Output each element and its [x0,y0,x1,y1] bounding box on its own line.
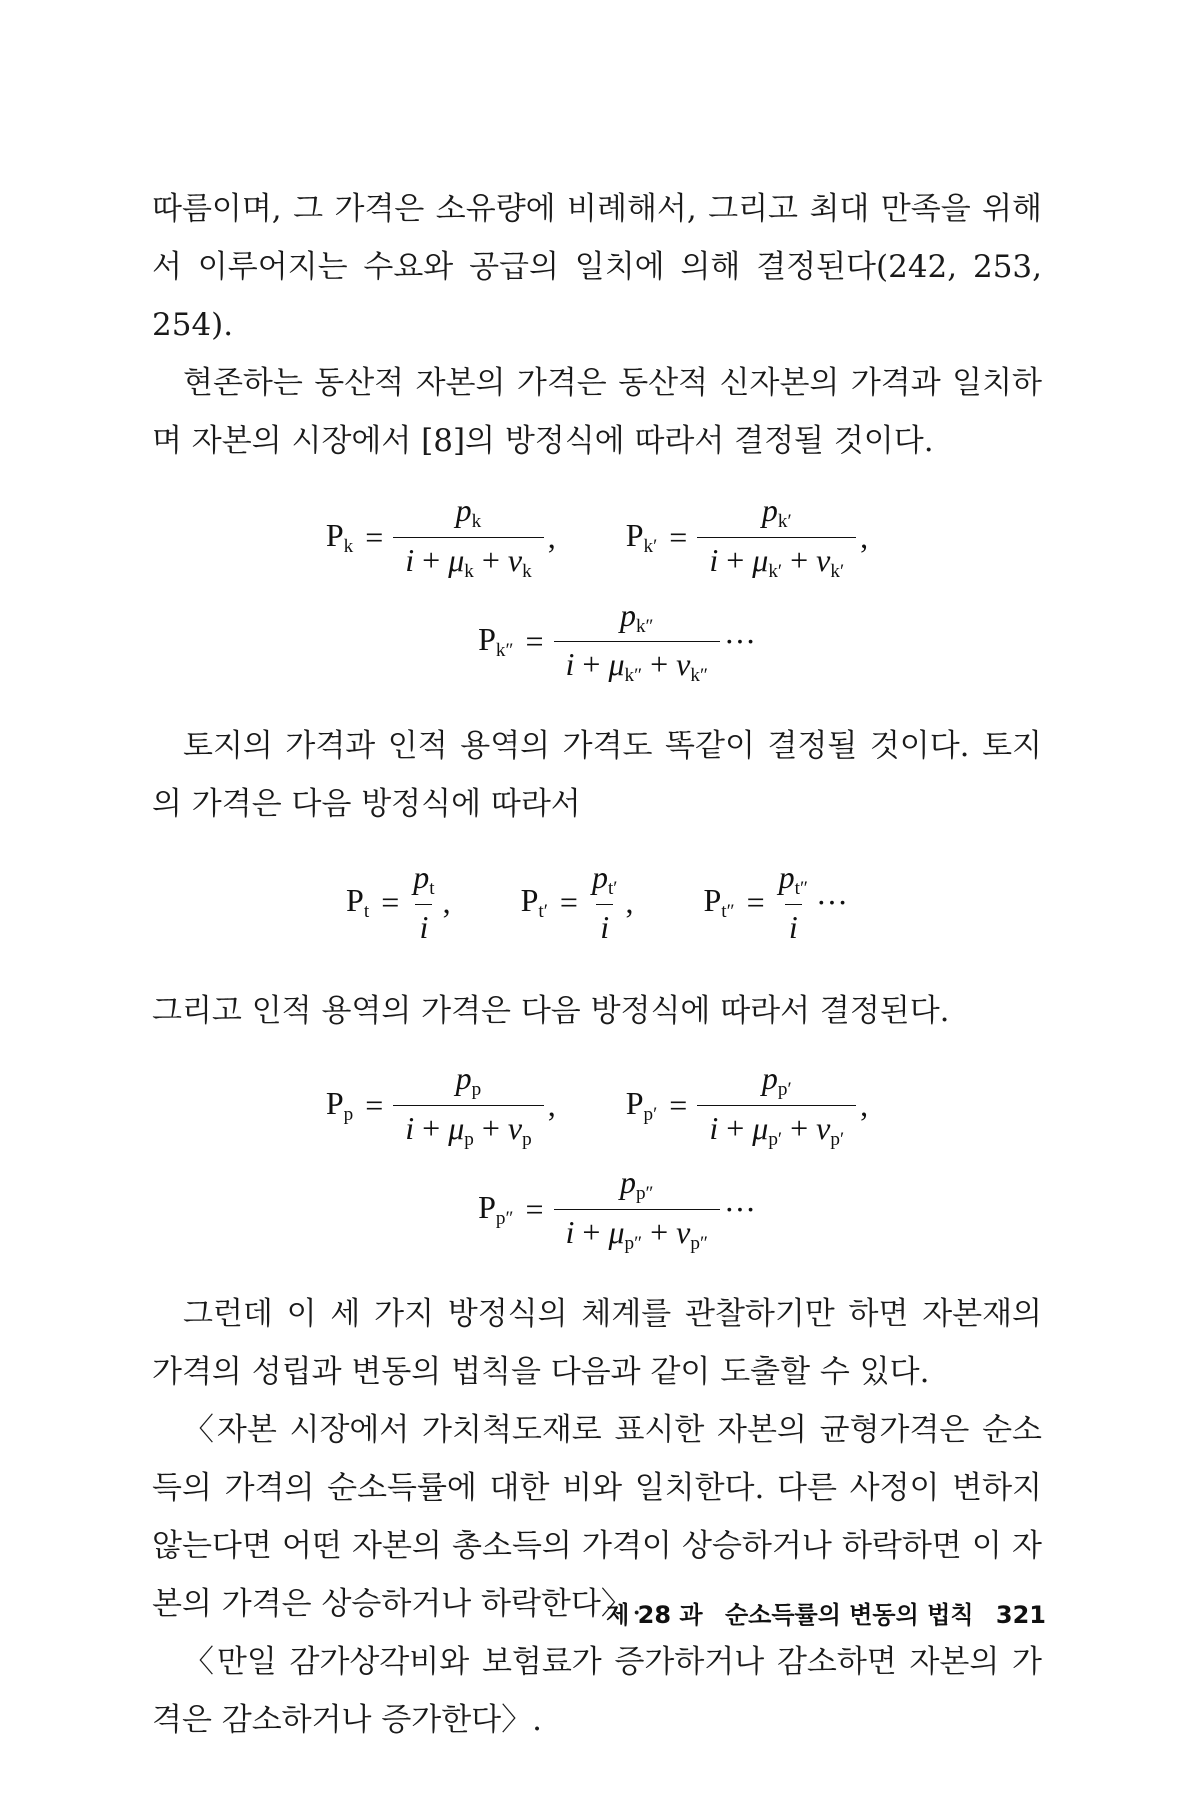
paragraph-3: 토지의 가격과 인적 용역의 가격도 똑같이 결정될 것이다. 토지의 가격은 다음 방정식에 따라서 [152,728,1042,822]
subscript: k″ [495,640,514,662]
running-footer [592,1595,1046,1630]
subscript: k′ [777,510,792,532]
equation-Pk: $P_k$ = $\frac{p_k}{i + \mu_k + \nu_k}$ , [325,492,556,582]
subscript: k [522,560,532,582]
land-equations [152,859,1042,946]
subscript: k′ [643,535,658,557]
subscript: p″ [635,1183,654,1204]
paragraph-5: 그런데 이 세 가지 방정식의 체계를 관찰하기만 하면 자본재의 가격의 성립과 변동의 법칙을 다음과 같이 도출할 수 있다. [152,1295,1042,1390]
equation-Pk-prime: $P_{k'}$ = $\frac{p_{k'}}{i + \mu_{k'} + \nu_{k'}}$ , [625,492,869,582]
paragraph-2: 현존하는 동산적 자본의 가격은 동산적 신자본의 가격과 일치하며 자본의 시장에서 [8]의 방정식에 따라서 결정될 것이다. [152,365,1042,459]
subscript: t′ [607,877,618,899]
subscript: k″ [624,665,643,686]
subscript: k [343,535,354,557]
subscript: k″ [635,615,654,637]
subscript: p′ [768,1128,783,1150]
paragraph-7: 〈만일 감가상각비와 보험료가 증가하거나 감소하면 자본의 가격은 감소하거나 증가한다〉. [152,1643,1042,1738]
equation-Pt-prime: $P_{t'}$ = $\frac{p_{t'}}{i}$ , [520,859,634,945]
equation-Pp: $P_p$ = $\frac{p_p}{i + \mu_p + \nu_p}$ , [325,1059,556,1150]
subscript: t′ [538,900,548,922]
subscript: t [363,900,370,922]
subscript: k′ [768,560,783,582]
equation-Pt-double-prime: $P_{t''}$ = $\frac{p_{t''}}{i}$ ··· [703,859,848,945]
paragraph-1: 따름이며, 그 가격은 소유량에 비례해서, 그리고 최대 만족을 위해서 이루어지는 수요와 공급의 일치에 의해 결정된다(242, 253, 254). [152,191,1042,343]
equation-Pk-double-prime: $P_{k''}$ = $\frac{p_{k''}}{i + \mu_{k''} + \nu_{k''}}$ ··· [478,596,756,686]
paragraph-4: 그리고 인적 용역의 가격은 다음 방정식에 따라서 결정된다. [152,992,950,1029]
personal-services-equations [152,1060,1042,1255]
subscript: k′ [830,560,845,582]
chapter-label: 제 28 과 [606,1601,703,1629]
subscript: p [471,1078,482,1100]
subscript: k [471,510,482,532]
capital-equations [152,492,1042,687]
equation-Pt: $P_t$ = $\frac{p_t}{i}$ , [346,859,451,945]
subscript: p″ [495,1207,514,1229]
subscript: t″ [794,877,808,899]
subscript: t″ [721,900,735,922]
subscript: p [522,1128,532,1150]
subscript: p [464,1128,474,1150]
subscript: k [464,560,474,582]
page-body [152,180,1042,1749]
subscript: p′ [643,1103,658,1125]
subscript: p′ [777,1078,792,1100]
subscript: k″ [690,665,708,686]
page-number: 321 [995,1601,1046,1629]
subscript: p′ [830,1128,845,1150]
paragraph-6: 〈자본 시장에서 가치척도재로 표시한 자본의 균형가격은 순소득의 가격의 순소득률에 대한 비와 일치한다. 다른 사정이 변하지 않는다면 어떤 자본의 총소득의 가격이 상승하거나 하락하면 이 자본의 가격은 상승하거나 하락한다〉. [152,1411,1042,1622]
subscript: p [343,1103,354,1125]
subscript: p″ [624,1232,643,1254]
chapter-title: 순소득률의 변동의 법칙 [724,1601,974,1629]
subscript: t [429,877,435,899]
equation-Pp-double-prime: $P_{p''}$ = $\frac{p_{p''}}{i + \mu_{p''} + \nu_{p''}}$ ··· [478,1164,756,1254]
equation-Pp-prime: $P_{p'}$ = $\frac{p_{p'}}{i + \mu_{p'} + \nu_{p'}}$ , [625,1059,869,1150]
subscript: p″ [690,1232,708,1254]
